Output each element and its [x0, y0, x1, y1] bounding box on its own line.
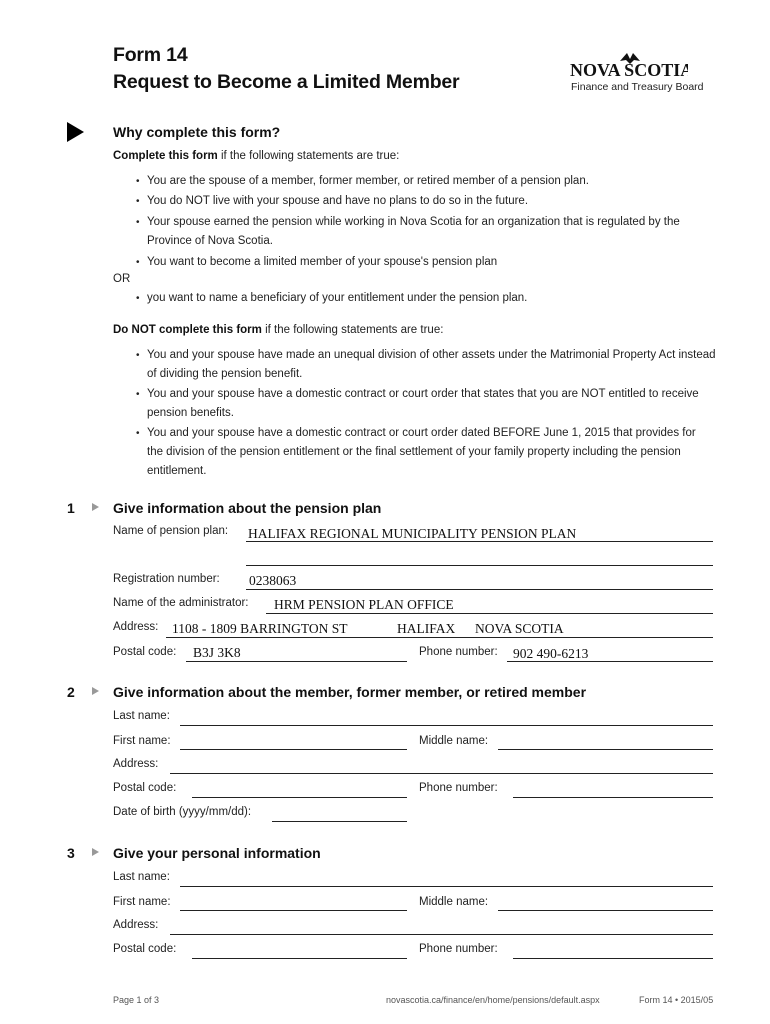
self-last-name-field[interactable]	[180, 886, 713, 887]
phone-value: 902 490-6213	[513, 646, 589, 661]
bullet-icon: •	[136, 293, 140, 304]
member-postal-field[interactable]	[192, 797, 407, 798]
section3-heading: Give your personal information	[113, 845, 321, 861]
why-heading: Why complete this form?	[113, 124, 281, 140]
plan-name-value: HALIFAX REGIONAL MUNICIPALITY PENSION PLAN	[248, 526, 577, 541]
self-first-name-label: First name:	[113, 896, 171, 908]
self-phone-label: Phone number:	[419, 943, 498, 955]
not-complete-intro	[113, 324, 443, 336]
registration-value: 0238063	[249, 573, 297, 588]
section1-heading: Give information about the pension plan	[113, 500, 382, 516]
member-first-name-field[interactable]	[180, 749, 407, 750]
postal-field[interactable]	[186, 661, 407, 662]
member-address-label: Address:	[113, 758, 159, 770]
member-first-name-label: First name:	[113, 735, 171, 747]
page-number: Page 1 of 3	[113, 995, 160, 1005]
address-province-value: NOVA SCOTIA	[475, 621, 564, 636]
member-last-name-label: Last name:	[113, 710, 170, 722]
plan-name-field-line2[interactable]	[246, 565, 713, 566]
address-field[interactable]	[166, 637, 713, 638]
bullet-icon: •	[136, 257, 140, 268]
member-middle-name-label: Middle name:	[419, 735, 489, 747]
form-version: Form 14 • 2015/05	[639, 995, 714, 1005]
department-name: Finance and Treasury Board	[571, 81, 704, 93]
self-postal-label: Postal code:	[113, 943, 177, 955]
nova-scotia-logo	[570, 51, 688, 79]
bullet-icon: •	[136, 350, 140, 361]
member-dob-field[interactable]	[272, 821, 407, 822]
postal-label: Postal code:	[113, 646, 177, 658]
bullet-icon: •	[136, 389, 140, 400]
section-arrow-icon	[92, 687, 99, 695]
complete-rest: if the following statements are true:	[217, 150, 400, 162]
bullet-icon: •	[136, 428, 140, 439]
self-last-name-label: Last name:	[113, 871, 170, 883]
postal-value: B3J 3K8	[193, 645, 241, 660]
administrator-label: Name of the administrator:	[113, 597, 249, 609]
registration-label: Registration number:	[113, 573, 220, 585]
complete-lead: Complete this form	[113, 150, 218, 162]
or-label: OR	[113, 273, 131, 285]
self-address-label: Address:	[113, 919, 159, 931]
footer-url: novascotia.ca/finance/en/home/pensions/default.aspx	[386, 995, 600, 1005]
address-street-value: 1108 - 1809 BARRINGTON ST	[172, 621, 348, 636]
member-phone-field[interactable]	[513, 797, 713, 798]
bullet-icon: •	[136, 176, 140, 187]
section-number: 2	[67, 684, 75, 700]
section-arrow-icon	[92, 503, 99, 511]
address-label: Address:	[113, 621, 159, 633]
form-title: Request to Become a Limited Member	[113, 71, 460, 93]
play-arrow-icon	[67, 122, 84, 142]
logo-wordmark: NOVA SCOTIA	[570, 60, 688, 79]
member-postal-label: Postal code:	[113, 782, 177, 794]
complete-intro	[113, 150, 399, 162]
address-city-value: HALIFAX	[397, 621, 456, 636]
member-middle-name-field[interactable]	[498, 749, 713, 750]
administrator-field[interactable]	[266, 613, 713, 614]
bullet-icon: •	[136, 196, 140, 207]
not-rest: if the following statements are true:	[261, 324, 444, 336]
not-lead: Do NOT complete this form	[113, 324, 262, 336]
member-address-field[interactable]	[170, 773, 713, 774]
logo-emblem-icon	[570, 51, 688, 79]
section-number: 3	[67, 845, 75, 861]
administrator-value: HRM PENSION PLAN OFFICE	[274, 597, 454, 612]
registration-field[interactable]	[246, 589, 713, 590]
self-phone-field[interactable]	[513, 958, 713, 959]
section-number: 1	[67, 500, 75, 516]
form-number: Form 14	[113, 44, 188, 66]
member-phone-label: Phone number:	[419, 782, 498, 794]
phone-label: Phone number:	[419, 646, 498, 658]
member-last-name-field[interactable]	[180, 725, 713, 726]
section2-heading: Give information about the member, former member, or retired member	[113, 684, 587, 700]
bullet-icon: •	[136, 217, 140, 228]
section-arrow-icon	[92, 848, 99, 856]
self-middle-name-field[interactable]	[498, 910, 713, 911]
self-middle-name-label: Middle name:	[419, 896, 489, 908]
self-first-name-field[interactable]	[180, 910, 407, 911]
self-postal-field[interactable]	[192, 958, 407, 959]
plan-name-label: Name of pension plan:	[113, 525, 229, 537]
self-address-field[interactable]	[170, 934, 713, 935]
member-dob-label: Date of birth (yyyy/mm/dd):	[113, 806, 252, 818]
